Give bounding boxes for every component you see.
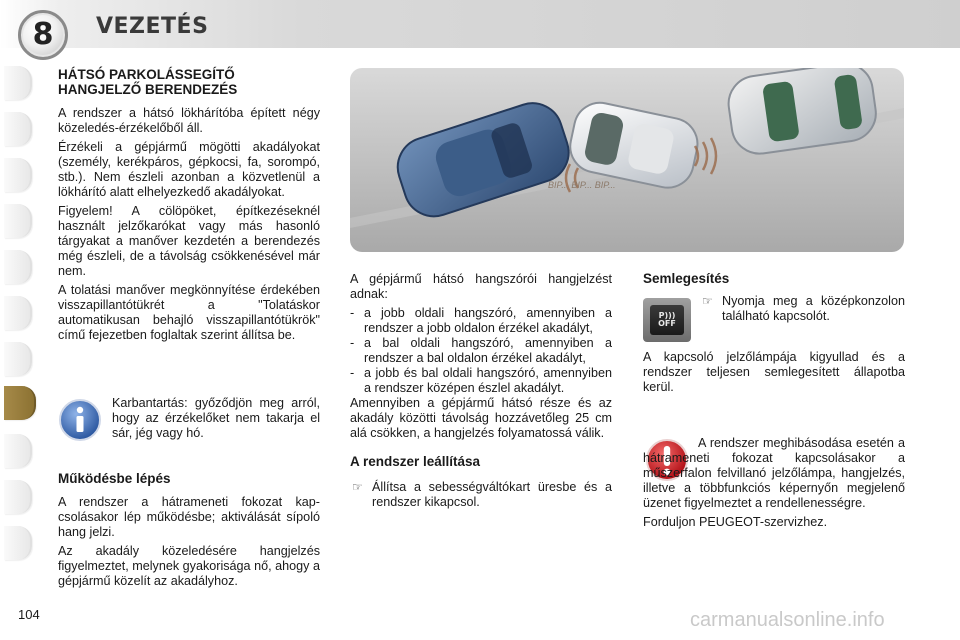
parking-assist-section — [58, 68, 320, 347]
list-item: - a bal oldali hangszóró, amennyiben a rendszer a bal oldalon érzékel akadályt, — [350, 335, 612, 365]
paragraph: Amennyiben a gépjármű hátsó része és az akadály közötti távolság hozzávetőleg 25 cm alá csökken, a hangjelzés folyamatossá válik. — [350, 395, 612, 440]
chapter-tab[interactable] — [4, 66, 32, 100]
list-item: - a jobb oldali hangszóró, amennyiben a rendszer a jobb oldalon érzékel akadályt, — [350, 305, 612, 335]
chapter-tab[interactable] — [4, 250, 32, 284]
list-item: - a jobb és bal oldali hangszóró, amennyiben a rendszer középen észlel akadályt. — [350, 365, 612, 395]
neutralize-title: Semlegesítés — [643, 271, 730, 286]
chapter-tab[interactable] — [4, 480, 32, 514]
stop-bullet: ☞ Állítsa a sebességváltókart üresbe és a rendszer kikapcsol. — [352, 479, 612, 509]
service-text: Forduljon PEUGEOT-szervizhez. — [643, 514, 828, 529]
activation-title: Működésbe lépés — [58, 471, 171, 486]
parking-illustration — [350, 68, 904, 252]
p-off-button-icon: P))) OFF — [650, 305, 684, 335]
paragraph: A rendszer a hátsó lökhárítóba épített négy közeledés-érzékelőből áll. — [58, 106, 320, 136]
chapter-tab-active[interactable] — [4, 386, 36, 420]
chapter-tab[interactable] — [4, 112, 32, 146]
paragraph: A tolatási manőver megkönnyítése érdekében visszapillantótükrét a "Tolatáskor automatikusan behajló visszapillantótükrök" című fejezetben foglaltak szerint állítsa be. — [58, 282, 320, 342]
neutralize-bullet: ☞ Nyomja meg a középkonzolon található kapcsolót. — [702, 294, 905, 323]
paragraph: A gépjármű hátsó hangszórói hangjelzést adnak: — [350, 272, 612, 301]
chapter-tabs — [0, 56, 40, 576]
paragraph: Figyelem! A cölöpöket, építkezéseknél használt jelzőkarókat vagy más hasonló tárgyakat a manőver kezdetén a berendezés még észleli, de a távolság csökkenésével már nem. — [58, 204, 320, 278]
fault-text: A rendszer meghibásodása esetén a hátrameneti fokozat kapcsolásakor a műszerfalon felvillanó jelzőlámpa, hangjelzés, illetve a többfunkciós képernyőn megjelenő üzenet figyelmeztet a rendellenességre. — [643, 436, 905, 510]
maintenance-note: Karbantartás: győződjön meg arról, hogy az érzékelőket nem takarja el sár, jég vagy hó. — [112, 396, 320, 440]
pointing-finger-icon: ☞ — [702, 294, 713, 308]
chapter-tab[interactable] — [4, 296, 32, 330]
parking-off-switch-image — [643, 298, 691, 342]
watermark: carmanualsonline.info — [690, 609, 885, 631]
chapter-tab[interactable] — [4, 434, 32, 468]
pointing-finger-icon: ☞ — [352, 479, 363, 494]
info-icon — [58, 398, 102, 442]
chapter-number: 8 — [32, 17, 54, 53]
speaker-section — [350, 272, 612, 510]
chapter-tab[interactable] — [4, 204, 32, 238]
fault-section — [643, 436, 905, 534]
chapter-tab[interactable] — [4, 526, 32, 560]
beep-label: BIP... BIP... BIP... — [548, 180, 616, 190]
section-title: HÁTSÓ PARKOLÁSSEGÍTŐ HANGJELZŐ BERENDEZÉS — [58, 67, 238, 97]
stop-title: A rendszer leállítása — [350, 453, 481, 469]
chapter-tab[interactable] — [4, 342, 32, 376]
page-number: 104 — [18, 607, 40, 622]
paragraph: Az akadály közeledésére hangjelzés figyelmeztet, melynek gyakorisága nő, ahogy a gépjármű közelít az akadályhoz. — [58, 543, 320, 588]
chapter-number-badge — [18, 10, 68, 60]
lamp-text: A kapcsoló jelzőlámpája kigyullad és a rendszer teljesen semlegesített állapotba kerül. — [643, 350, 905, 394]
activation-section — [58, 472, 320, 593]
neutralize-section — [643, 272, 905, 287]
chapter-tab[interactable] — [4, 158, 32, 192]
paragraph: A rendszer a hátrameneti fokozat kapcsolásakor lép működésbe; aktiválását sípoló hang jelzi. — [58, 494, 320, 539]
paragraph: Érzékeli a gépjármű mögötti akadályokat (személy, kerékpáros, gépkocsi, fa, sorompó, stb.). Nem észleli azonban a közvetlenül a lökhárító alatt elhelyezkedő akadályokat. — [58, 140, 320, 200]
chapter-title: VEZETÉS — [96, 14, 209, 39]
